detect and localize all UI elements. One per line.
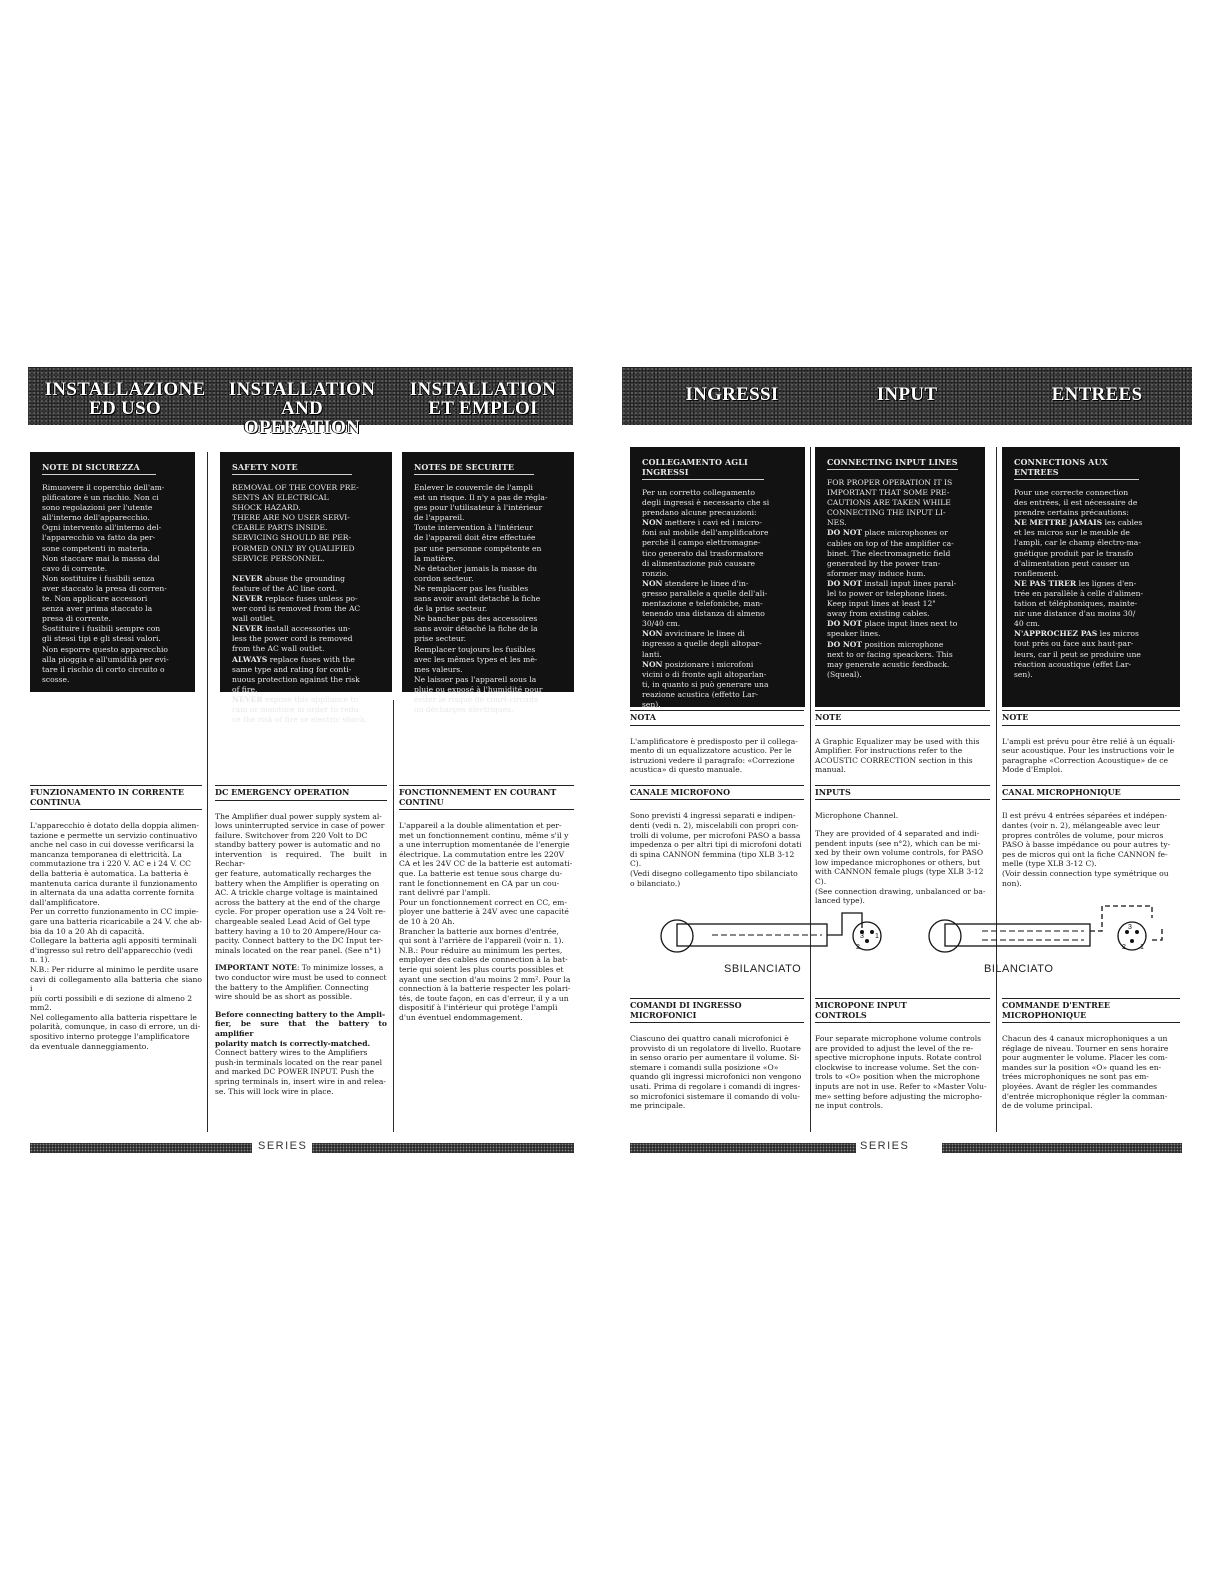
note-heading-english: NOTE xyxy=(815,710,990,726)
mic-controls-heading-italian: COMANDI DI INGRESSO MICROFONICI xyxy=(630,998,804,1023)
dc-connect-text: Connect battery wires to the Amplifiers push-in terminals located on the rear panel and marked DC POWER INPUT. Push the spring terminals in, insert wire in and relea- se. This will lock wire in place. xyxy=(215,1048,386,1096)
connection-rule: DO NOT position microphone next to or facing speackers. This may generate acustic feedback. (Squeal). xyxy=(827,639,953,679)
mic-channel-text-italian: Sono previsti 4 ingressi separati e indipen- denti (vedi n. 2), miscelabili con propri con- trolli di volume, per microfoni PASO a bassa impedenza o per altri tipi di microfoni dotati di spina CANNON femmina (tipo XLB 3-12 C). (Vedi disegno collegamento tipo sbilanciato o bilanciato.) xyxy=(630,811,802,888)
banner-title-italian: INGRESSI xyxy=(685,384,779,405)
connection-box-french xyxy=(1002,447,1180,707)
pin-label: 1 xyxy=(875,933,879,940)
footer-series-label: SERIES xyxy=(258,1140,308,1152)
column-divider xyxy=(810,447,811,1132)
note-column-italian xyxy=(630,710,804,890)
column-divider xyxy=(996,447,997,1132)
dc-section-italian xyxy=(30,785,202,1051)
safety-rule: NEVER expose this appliance to rain or moisture in order to redu- ce the risk of fire or electric shock. xyxy=(232,694,368,725)
dc-polarity-warning: Before connecting battery to the Ampli- fier, be sure that the battery to amplifier polarity match is correctly-matched. xyxy=(215,1009,387,1048)
cable-body xyxy=(945,924,1090,946)
note-column-english xyxy=(815,710,990,906)
connection-rule: NON stendere le linee d'in- gresso parallele a quelle dell'ali- mentazione e telefoniche, man- tenendo una distanza di almeno 30/40 cm. xyxy=(642,578,768,629)
xlr-pin xyxy=(1135,930,1139,934)
pin-label: 3 xyxy=(860,933,864,940)
connection-rule: N'APPROCHEZ PAS les micros tout près ou face aux haut-par- leurs, car il peut se produire une réaction acoustique (effet Lar- sen). xyxy=(1014,629,1141,679)
safety-box-italian xyxy=(30,452,195,692)
dc-important-note: IMPORTANT NOTE: To minimize losses, a two conductor wire must be used to connect the battery to the Amplifier. Connecting wire should be as short as possible. xyxy=(215,963,387,1002)
safety-text-french: Enlever le couvercle de l'ampli est un risque. Il n'y a pas de régla- ges pour l'utilisateur à l'intérieur de l'appareil. Toute intervention à l'intérieur de l'appareil doit être effectuée par une personne compétente en la matière. Ne detacher jamais la masse du cordon secteur. Ne remplacer pas les fusibles sans avoir avant detachè la fiche de la prise secteur. Ne bancher pas des accessoires sans avoir détaché la fiche de la prise secteur. Remplacer toujours les fusibles avec les mêmes types et les mè- mes valeurs. Ne laisser pas l'appareil sous la pluie ou exposé à l'humidité pour éviter le risque de court-circuits ou décharges électriques. xyxy=(414,483,548,715)
xlr-pin xyxy=(870,930,874,934)
note-heading-french: NOTE xyxy=(1002,710,1180,726)
unbalanced-label: SBILANCIATO xyxy=(724,963,802,975)
cable-wire xyxy=(827,913,862,935)
cable-wire xyxy=(1152,926,1162,940)
safety-rule: ALWAYS replace fuses with the same type and rating for conti- nuous protection against the risk of fire. xyxy=(232,654,360,694)
connection-rule: NON avvicinare le linee di ingresso a quelle degli altopar- lanti. xyxy=(642,629,762,659)
inputs-subheading: Microphone Channel. xyxy=(815,811,899,821)
banner-title-french: ENTREES xyxy=(1051,384,1143,405)
column-divider xyxy=(393,700,394,1132)
dc-text-french: L'appareil a la double alimentation et per- met un fonctionnement continu, même s'il y a une interruption momentanée de l'energie électrique. La commutation entre les 220V CA et les 24V CC de la batterie est automati- que. La batterie est tenue sous charge du- rant le fonctionnement en CA par un cou- rant delivré par l'ampli. Pour un fonctionnement correct en CC, em- ployer une batterie à 24V avec une capacité de 10 à 20 Ah. Brancher la batterie aux bornes d'entrée, qui sont à l'arrière de l'appareil (voir n. 1). N.B.: Pour réduire au minimum les pertes, employer des cables de connection à la bat- terie qui soient les plus courts possibles et ayant une section d'au moins 2 mm². Pour la connection à la batterie respecter les polari- tés, de toute façon, en cas d'erreur, il y a un dispositif à l'intérieur qui protège l'ampli d'un éventuel endommagement. xyxy=(399,821,573,1022)
safety-rule: NEVER install accessories un- less the power cord is removed from the AC wall outlet. xyxy=(232,624,353,654)
mic-controls-french xyxy=(1002,998,1180,1128)
safety-box-french xyxy=(402,452,574,715)
note-text-french: L'ampli est prévu pour être relié à un équali- seur acoustique. Pour les instructions voir le paragraphe «Correction Acoustique» de ce Mode d'Emploi. xyxy=(1002,736,1176,775)
banner-title-english: INPUT xyxy=(876,384,938,405)
safety-intro-english: REMOVAL OF THE COVER PRE- SENTS AN ELECTRICAL SHOCK HAZARD. THERE ARE NO USER SERVI- CEABLE PARTS INSIDE. SERVICING SHOULD BE PER- FORMED ONLY BY QUALIFIED SERVICE PERSONNEL. xyxy=(232,483,359,563)
xlr-pin xyxy=(865,939,869,943)
safety-box-english xyxy=(220,452,392,725)
footer-bar xyxy=(30,1143,252,1153)
safety-heading-english: SAFETY NOTE xyxy=(232,462,352,475)
mic-controls-text-italian: Ciascuno dei quattro canali microfonici è provvisto di un regolatore di livello. Ruotare in senso orario per aumentare il volume. Si- stemare i comandi sulla posizione «O» quando gli ingressi microfonici non vengono usati. Prima di regolare i comandi di ingres- so microfonici sistemare il comando di volu- me principale. xyxy=(630,1034,802,1111)
safety-rule: NEVER abuse the grounding feature of the AC line cord. xyxy=(232,573,345,593)
mic-controls-heading-english: MICROPONE INPUT CONTROLS xyxy=(815,998,990,1023)
left-page xyxy=(0,0,612,1585)
connection-heading-italian: COLLEGAMENTO AGLI INGRESSI xyxy=(642,457,764,480)
dc-heading-english: DC EMERGENCY OPERATION xyxy=(215,785,387,801)
connection-rule: DO NOT place input lines next to speaker lines. xyxy=(827,619,958,639)
mic-channel-text-french: Il est prévu 4 entrées séparées et indépen- dantes (voir n. 2), mélangeable avec leur propres contrôles de volume, pour micros PASO à basse impédance ou pour autres ty- pes de micros qui ont la fiche CANNON fe- melle (type XLB 3-12 C). (Voir dessin connection type symétrique ou non). xyxy=(1002,811,1171,888)
mic-controls-text-english: Four separate microphone volume controls are provided to adjust the level of the re- spective microphone inputs. Rotate control clockwise to increase volume. Set the con- trols to «O» position when the microphone inputs are not in use. Refer to «Master Volu- me» setting before adjusting the micropho- ne input controls. xyxy=(815,1034,987,1111)
note-text-english: A Graphic Equalizer may be used with this Amplifier. For instructions refer to the ACOUSTIC CORRECTION section in this manual. xyxy=(815,736,980,775)
xlr-pin xyxy=(1130,939,1134,943)
pin-label: 2 xyxy=(856,944,860,951)
connection-rule: NON mettere i cavi ed i micro- foni sul mobile dell'amplificatore perché il campo elettromagne- tico generato dal trasformatore di alimentazione può causare ronzio. xyxy=(642,518,769,578)
dc-text-english: The Amplifier dual power supply system al- lows uninterrupted service in case of power failure. Switchover from 220 Volt to DC standby battery power is automatic and no intervention is required. The built in Rechar- ger feature, automatically recharges the battery when the Amplifier is operating on AC. A trickle charge voltage is maintained across the battery at the end of the charge cycle. For proper operation use a 24 Volt re- chargeable sealed Lead Acid of Gel type battery having a 10 to 20 Ampere/Hour ca- pacity. Connect battery to the DC Input ter- minals located on the rear panel. (See n°1) xyxy=(215,811,387,955)
connection-heading-french: CONNECTIONS AUX ENTREES xyxy=(1014,457,1139,480)
banner-title-french: INSTALLATION ET EMPLOI xyxy=(409,379,557,419)
connection-rule: NE PAS TIRER les lignes d'en- trée en parallèle à celle d'alimen- tation et téléphoniques, mainte- nir une distance d'au moins 30/ 40 cm. xyxy=(1014,578,1144,629)
right-page xyxy=(612,0,1225,1585)
footer-bar xyxy=(630,1143,856,1153)
safety-heading-italian: NOTE DI SICUREZZA xyxy=(42,462,156,475)
connection-box-english xyxy=(815,447,985,707)
mic-controls-heading-french: COMMANDE D'ENTREE MICROPHONIQUE xyxy=(1002,998,1180,1023)
dc-heading-italian: FUNZIONAMENTO IN CORRENTE CONTINUA xyxy=(30,785,202,810)
balanced-label: BILANCIATO xyxy=(984,963,1054,975)
connection-intro-english: FOR PROPER OPERATION IT IS IMPORTANT THAT SOME PRE- CAUTIONS ARE TAKEN WHILE CONNECTING THE INPUT LI- NES. xyxy=(827,478,953,528)
inputs-text-english: They are provided of 4 separated and indi- pendent inputs (see n°2), which can be mi- xed by their own volume controls, for PASO low impedance microphones or others, but with CANNON female plugs (type XLB 3-12 C). (See connection drawing, unbalanced or ba- lanced type). xyxy=(815,828,986,906)
connection-intro-french: Pour une correcte connection des entrées, il est nécessaire de prendre certains précautions: xyxy=(1014,488,1138,518)
pin-label: 1 xyxy=(1140,944,1144,951)
unbalanced-cable-diagram xyxy=(661,913,881,952)
connection-rule: NON posizionare i microfoni vicini o di fronte agli altoparlan- ti, in quanto si può generare una reazione acustica (effetto Lar- sen). xyxy=(642,659,769,709)
note-column-french xyxy=(1002,710,1180,890)
note-text-italian: L'amplificatore è predisposto per il collega- mento di un equalizzatore acustico. Per le istruzioni vedere il paragrafo: «Correzione acustica» di questo manuale. xyxy=(630,736,798,775)
inputs-heading-english: INPUTS xyxy=(815,785,990,801)
mic-controls-text-french: Chacun des 4 canaux microphoniques a un réglage de niveau. Tourner en sens horaire pour augmenter le volume. Placer les com- mandes sur la position «O» quand les en- trées microphoniques ne sont pas em- ployées. Avant de régler les commandes d'entrée microphonique régler la comman- de de volume principal. xyxy=(1002,1034,1169,1111)
footer-bar xyxy=(312,1143,574,1153)
connection-box-italian xyxy=(630,447,805,707)
mic-controls-italian xyxy=(630,998,804,1128)
dc-heading-french: FONCTIONNEMENT EN COURANT CONTINU xyxy=(399,785,574,810)
footer-bar xyxy=(942,1143,1182,1153)
connection-rule: NE METTRE JAMAIS les cables et les micros sur le meuble de l'ampli, car le champ électro-ma- gnétique produit par le transfo d'alimentation peut causer un ronflement. xyxy=(1014,518,1143,578)
column-divider xyxy=(207,452,208,1132)
safety-heading-french: NOTES DE SECURITE xyxy=(414,462,534,475)
mic-channel-heading-italian: CANALE MICROFONO xyxy=(630,785,804,801)
pin-label: 2 xyxy=(1122,944,1126,951)
dc-text-italian: L'apparecchio è dotato della doppia alimen- tazione e permette un servizio continuativo anche nel caso in cui dovesse verificarsi la mancanza temporanea di elettricità. La commutazione tra i 220 V. AC e i 24 V. CC della batteria è automatica. La batteria è mantenuta carica durante il funzionamento in alternata da una adatta corrente fornita dall'amplificatore. Per un corretto funzionamento in CC impie- gare una batteria ricaricabile a 24 V. che ab- bia da 10 a 20 Ah di capacità. Collegare la batteria agli appositi terminali d'ingresso sul retro dell'apparecchio (vedi n. 1). N.B.: Per ridurre al minimo le perdite usare cavi di collegamento alla batteria che siano i più corti possibili e di sezione di almeno 2 mm2. Nel collegamento alla batteria rispettare le polarità, comunque, in caso di errore, un di- spositivo interno protegge l'amplificatore da eventuale danneggiamento. xyxy=(30,821,202,1051)
banner-title-italian: INSTALLAZIONE ED USO xyxy=(44,379,206,419)
mic-channel-heading-french: CANAL MICROPHONIQUE xyxy=(1002,785,1180,801)
connection-diagram xyxy=(652,898,1192,958)
pin-label: 3 xyxy=(1128,924,1132,931)
banner-title-english: INSTALLATION AND OPERATION xyxy=(228,379,376,438)
safety-text-italian: Rimuovere il coperchio dell'am- plificatore è un rischio. Non ci sono regolazioni per l'utente all'interno dell'apparecchio. Ogni intervento all'interno del- l'apparecchio va fatto da per- sone competenti in materia. Non staccare mai la massa dal cavo di corrente. Non sostituire i fusibili senza aver staccato la presa di corren- te. Non applicare accessori senza aver prima staccato la presa di corrente. Sostituire i fusibili sempre con gli stessi tipi e gli stessi valori. Non esporre questo apparecchio alla pioggia e all'umidità per evi- tare il rischio di corto circuito o scosse. xyxy=(42,483,169,684)
note-heading-italian: NOTA xyxy=(630,710,804,726)
connection-heading-english: CONNECTING INPUT LINES xyxy=(827,457,958,470)
safety-rule: NEVER replace fuses unless po- wer cord is removed from the AC wall outlet. xyxy=(232,593,361,624)
connection-intro-italian: Per un corretto collegamento degli ingressi è necessario che si prendano alcune precauzioni: xyxy=(642,488,770,518)
connection-rule: DO NOT place microphones or cables on top of the amplifier ca- binet. The electromagnetic field generated by the power tran- sformer may induce hum. xyxy=(827,528,954,578)
footer-series-label: SERIES xyxy=(860,1140,910,1152)
dc-section-french xyxy=(399,785,574,1025)
dc-section-english xyxy=(215,785,387,1115)
mic-controls-english xyxy=(815,998,990,1128)
connection-rule: DO NOT install input lines paral- lel to power or telephone lines. Keep input lines at least 12" away from existing cables. xyxy=(827,578,957,619)
